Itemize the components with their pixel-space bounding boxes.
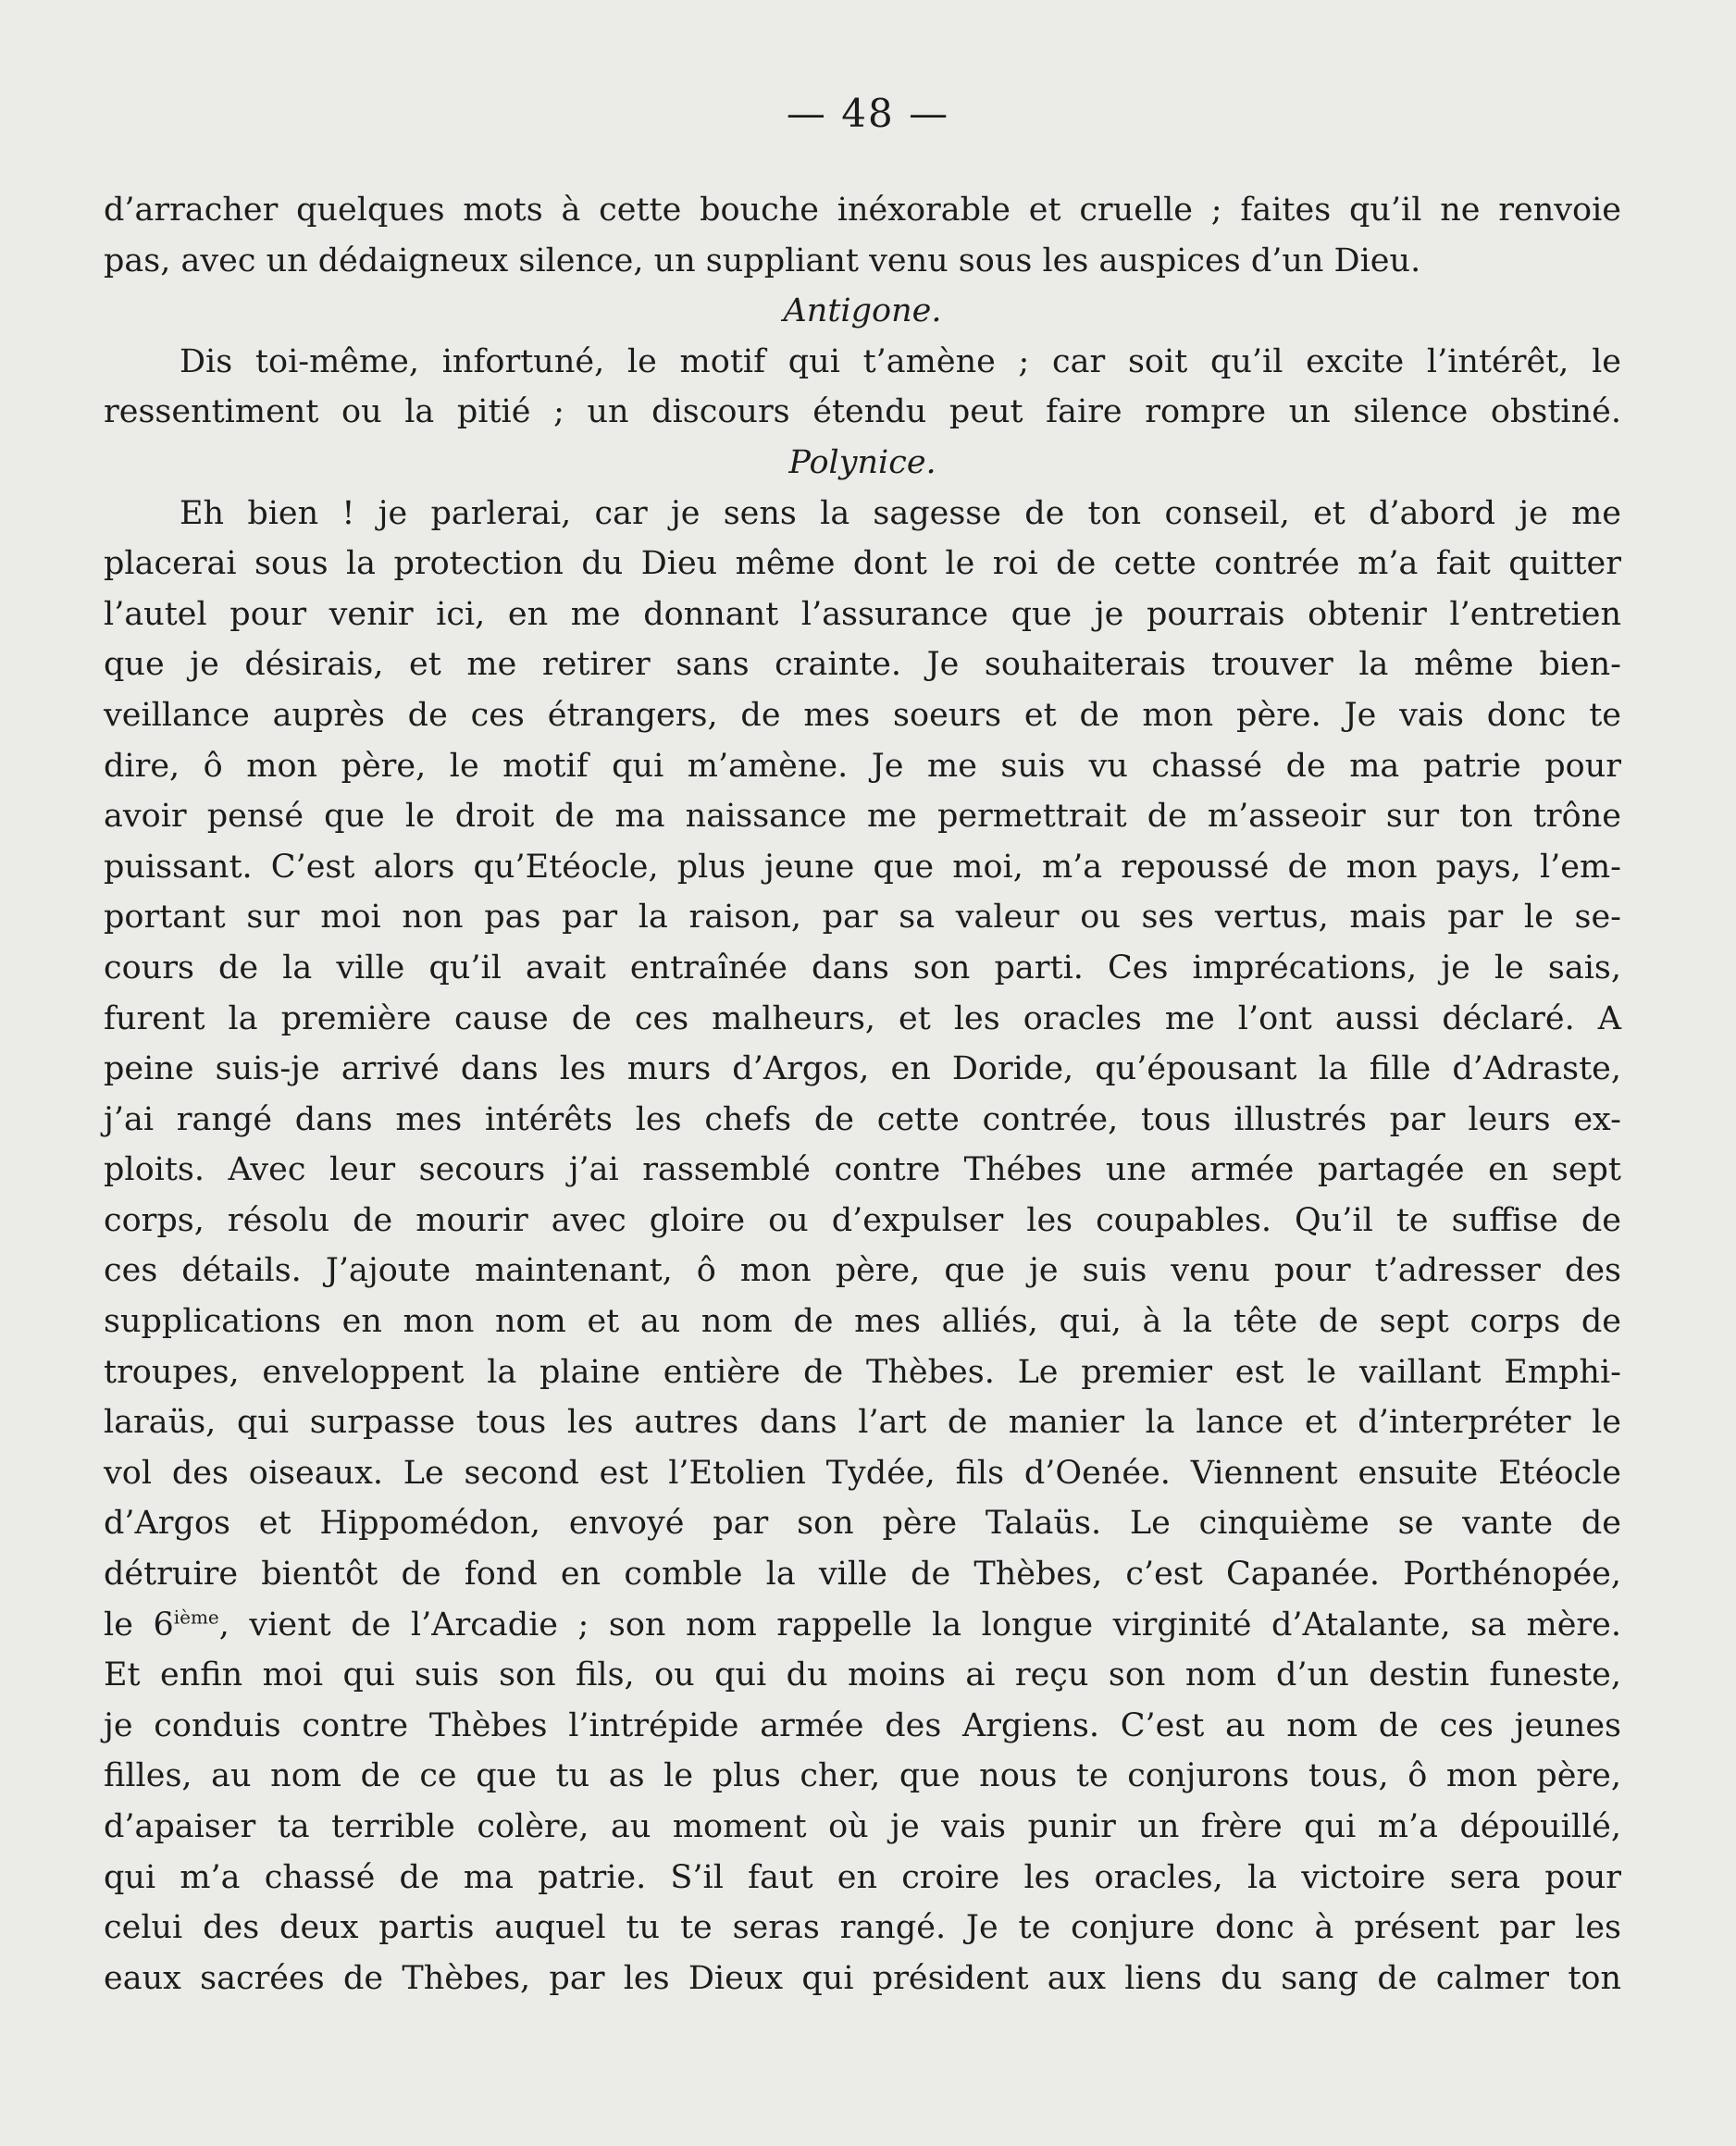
text-line: cours de la ville qu’il avait entraînée dans son parti. Ces imprécations, je le sais,	[104, 949, 1621, 986]
text-line: furent la première cause de ces malheurs, et les oracles me l’ont aussi déclaré. A	[104, 999, 1621, 1037]
text-line: troupes, enveloppent la plaine entière de Thèbes. Le premier est le vaillant Emphi-	[104, 1353, 1621, 1391]
ordinal-suffix: ième	[173, 1605, 219, 1628]
text-line: que je désirais, et me retirer sans crainte. Je souhaiterais trouver la même bien-	[104, 646, 1621, 684]
text-line: veillance auprès de ces étrangers, de mes soeurs et de mon père. Je vais donc te	[104, 696, 1621, 734]
text-line: vol des oiseaux. Le second est l’Etolien Tydée, fils d’Oenée. Viennent ensuite Etéocle	[104, 1454, 1621, 1492]
body-text	[104, 185, 1621, 2003]
text-line: supplications en mon nom et au nom de mes alliés, qui, à la tête de sept corps de	[104, 1303, 1621, 1341]
text-line: placerai sous la protection du Dieu même dont le roi de cette contrée m’a fait quitter	[104, 545, 1621, 583]
text-line: avoir pensé que le droit de ma naissance me permettrait de m’asseoir sur ton trône	[104, 798, 1621, 836]
text-line: ressentiment ou la pitié ; un discours étendu peut faire rompre un silence obstiné.	[104, 393, 1621, 431]
text-line: portant sur moi non pas par la raison, par sa valeur ou ses vertus, mais par le se-	[104, 899, 1621, 937]
text-line: je conduis contre Thèbes l’intrépide armée des Argiens. C’est au nom de ces jeunes	[104, 1706, 1621, 1744]
text-line: ces détails. J’ajoute maintenant, ô mon père, que je suis venu pour t’adresser des	[104, 1252, 1621, 1290]
text-line: Eh bien ! je parlerai, car je sens la sagesse de ton conseil, et d’abord je me	[180, 494, 1621, 532]
text-line: ploits. Avec leur secours j’ai rassemblé contre Thébes une armée partagée en sept	[104, 1151, 1621, 1189]
speaker-heading: Polynice.	[788, 443, 936, 481]
text-line: d’arracher quelques mots à cette bouche inéxorable et cruelle ; faites qu’il ne renvoie	[104, 192, 1621, 229]
text-line: puissant. C’est alors qu’Etéocle, plus jeune que moi, m’a repoussé de mon pays, l’em-	[104, 848, 1621, 886]
text-line: Et enfin moi qui suis son fils, ou qui du moins ai reçu son nom d’un destin funeste,	[104, 1656, 1621, 1694]
text-line: l’autel pour venir ici, en me donnant l’assurance que je pourrais obtenir l’entretien	[104, 595, 1621, 633]
text-line: détruire bientôt de fond en comble la ville de Thèbes, c’est Capanée. Porthénopée,	[104, 1556, 1621, 1594]
ordinal-line-rest: , vient de l’Arcadie ; son nom rappelle la longue virginité d’Atalante, sa mère.	[218, 1606, 1621, 1644]
text-line: eaux sacrées de Thèbes, par les Dieux qui président aux liens du sang de calmer ton	[104, 1959, 1621, 1997]
text-line: celui des deux partis auquel tu te seras rangé. Je te conjure donc à présent par les	[104, 1909, 1621, 1947]
text-line: Dis toi-même, infortuné, le motif qui t’amène ; car soit qu’il excite l’intérêt, le	[180, 342, 1621, 380]
text-line-ordinal	[104, 1600, 1621, 1651]
text-line: d’apaiser ta terrible colère, au moment où je vais punir un frère qui m’a dépouillé,	[104, 1808, 1621, 1845]
text-line: corps, résolu de mourir avec gloire ou d’expulser les coupables. Qu’il te suffise de	[104, 1201, 1621, 1239]
text-line: pas, avec un dédaigneux silence, un suppliant venu sous les auspices d’un Dieu.	[104, 242, 1421, 279]
page-number: — 48 —	[786, 91, 950, 136]
text-line: qui m’a chassé de ma patrie. S’il faut en croire les oracles, la victoire sera pour	[104, 1858, 1621, 1896]
text-line: dire, ô mon père, le motif qui m’amène. Je me suis vu chassé de ma patrie pour	[104, 747, 1621, 785]
text-line: j’ai rangé dans mes intérêts les chefs de cette contrée, tous illustrés par leurs ex-	[104, 1100, 1621, 1138]
ordinal-number: le 6	[104, 1606, 174, 1644]
text-line: filles, au nom de ce que tu as le plus cher, que nous te conjurons tous, ô mon père,	[104, 1757, 1621, 1795]
text-line: peine suis-je arrivé dans les murs d’Argos, en Doride, qu’épousant la fille d’Adraste,	[104, 1050, 1621, 1088]
text-line: laraüs, qui surpasse tous les autres dans l’art de manier la lance et d’interpréter le	[104, 1404, 1621, 1442]
speaker-heading: Antigone.	[783, 292, 942, 330]
text-line: d’Argos et Hippomédon, envoyé par son père Talaüs. Le cinquième se vante de	[104, 1505, 1621, 1543]
